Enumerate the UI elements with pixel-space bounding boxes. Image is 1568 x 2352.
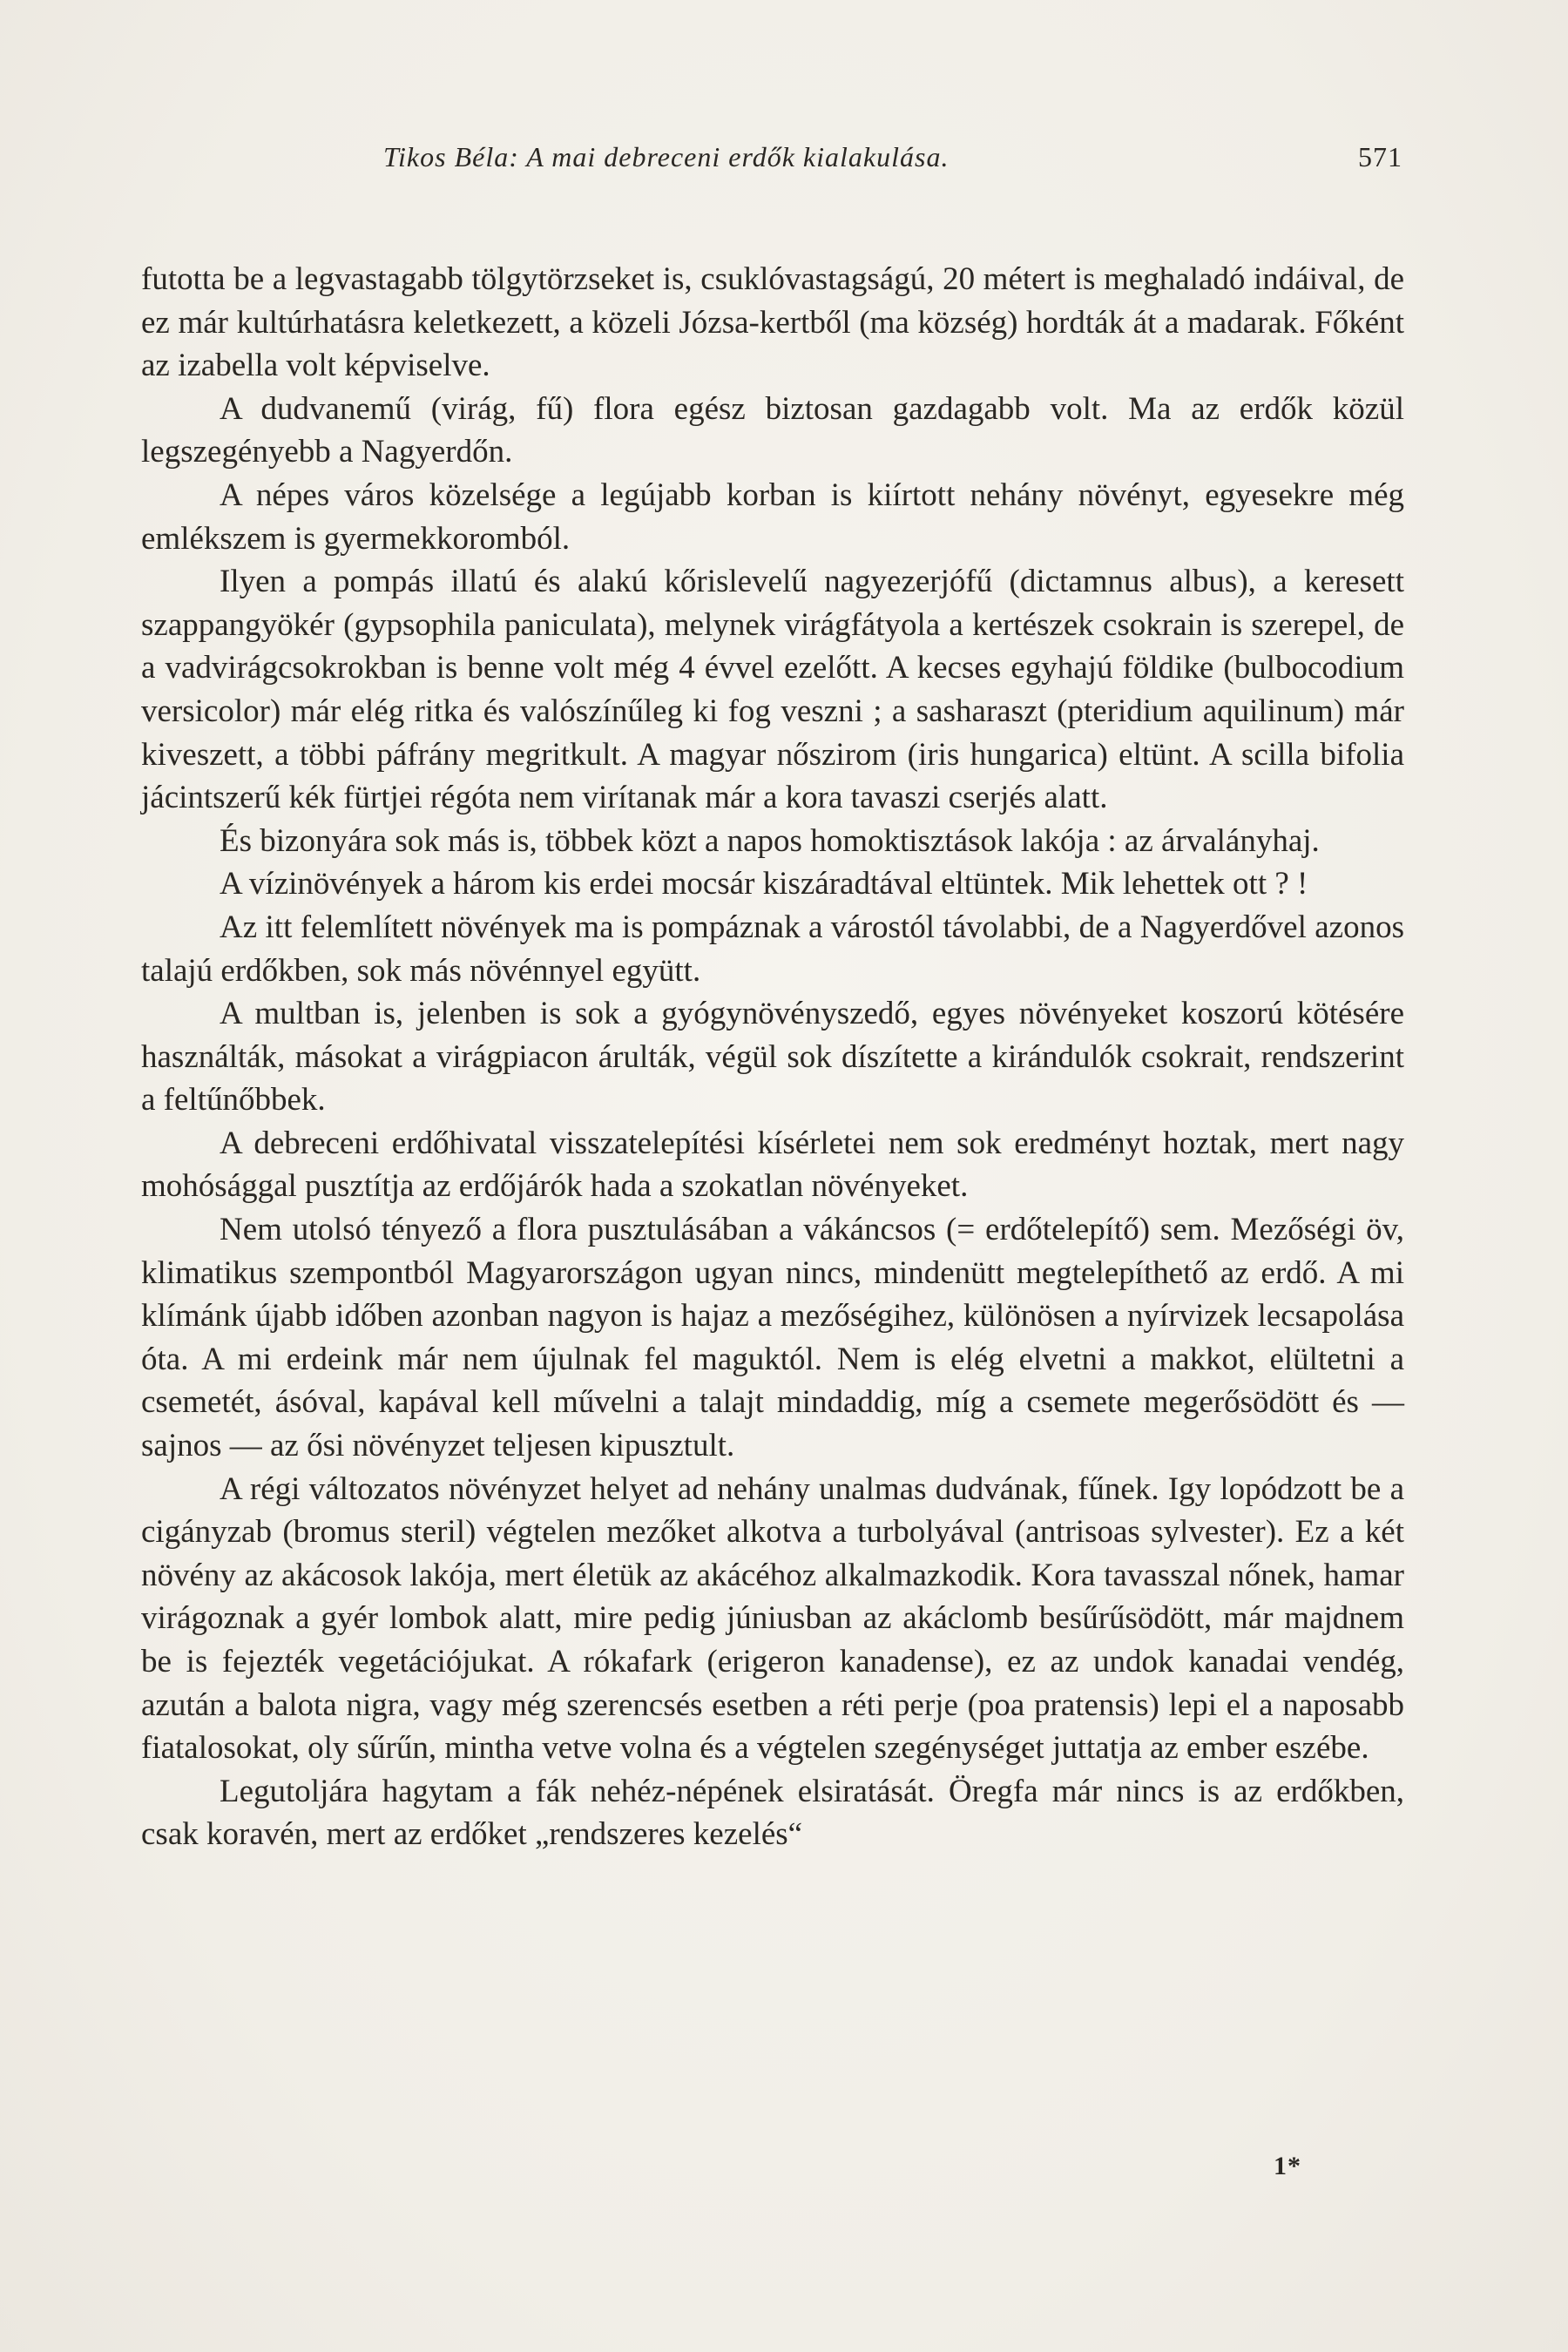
paragraph: A régi változatos növényzet helyet ad nehány unalmas dudvának, fűnek. Igy lopódzott be a cigányzab (bromus steril) végtelen mezőket alkotva a turbolyával (antrisoas sylvester). Ez a két növény az akácosok lakója, mert életük az akácéhoz alkalmazkodik. Kora tavasszal nőnek, hamar virágoznak a gyér lombok alatt, mire pedig júniusban az akáclomb besűrűsödött, már majdnem be is fejezték vegetációjukat. A rókafark (erigeron kanadense), ez az undok kanadai vendég, azután a balota nigra, vagy még szerencsés esetben a réti perje (poa pratensis) lepi el a naposabb fiatalosokat, oly sűrűn, mintha vetve volna és a végtelen szegénységet juttatja az ember eszébe. [141,1470,1404,1767]
paragraph: Ilyen a pompás illatú és alakú kőrislevelű nagyezerjófű (dictamnus albus), a keresett szappangyökér (gypsophila paniculata), melynek virágfátyola a kertészek csokrain is szerepel, de a vadvirágcsokrokban is benne volt még 4 évvel ezelőtt. A kecses egyhajú földike (bulbocodium versicolor) már elég ritka és valószínűleg ki fog veszni ; a sasharaszt (pteridium aquilinum) már kiveszett, a többi páfrány megritkult. A magyar nőszirom (iris hungarica) eltünt. A scilla bifolia jácintszerű kék fürtjei régóta nem virítanak már a kora tavaszi cserjés alatt. [141,564,1404,816]
running-title: Tikos Béla: A mai debreceni erdők kialakulása. [383,141,950,172]
paragraph: A vízinövények a három kis erdei mocsár kiszáradtával eltüntek. Mik lehettek ott ? ! [220,866,1308,902]
body-text [141,258,1404,1856]
paragraph: A népes város közelsége a legújabb korban is kiírtott nehány növényt, egyesekre még emlékszem is gyermekkoromból. [141,476,1404,557]
paragraph: futotta be a legvastagabb tölgytörzseket is, csuklóvastagságú, 20 métert is meghaladó indáival, de ez már kultúrhatásra keletkezett, a közeli Józsa-kertből (ma község) hordták át a madarak. Főként az izabella volt képviselve. [141,261,1404,384]
paragraph: A multban is, jelenben is sok a gyógynövényszedő, egyes növényeket koszorú kötésére használták, másokat a virágpiacon árulták, végül sok díszítette a kirándulók csokrait, rendszerint a feltűnőbbek. [141,996,1404,1119]
paragraph: És bizonyára sok más is, többek közt a napos homoktisztások lakója : az árvalányhaj. [220,822,1320,859]
paragraph: Legutoljára hagytam a fák nehéz-népének elsiratását. Öregfa már nincs is az erdőkben, csak koravén, mert az erdőket „rendszeres kezelés“ [141,1773,1404,1853]
paragraph: Az itt felemlített növények ma is pompáznak a várostól távolabbi, de a Nagyerdővel azonos talajú erdőkben, sok más növénnyel együtt. [141,909,1404,989]
page-number: 571 [1358,141,1402,172]
paragraph: A debreceni erdőhivatal visszatelepítési kísérletei nem sok eredményt hoztak, mert nagy mohósággal pusztítja az erdőjárók hada a szokatlan növényeket. [141,1125,1404,1205]
running-header [383,138,1402,176]
paragraph: A dudvanemű (virág, fű) flora egész biztosan gazdagabb volt. Ma az erdők közül legszegényebb a Nagyerdőn. [141,390,1404,470]
signature-mark: 1* [1274,2152,1301,2180]
paragraph: Nem utolsó tényező a flora pusztulásában a vákáncsos (= erdőtelepítő) sem. Mezőségi öv, klimatikus szempontból Magyarországon ugyan nincs, mindenütt megtelepíthető az erdő. A mi klímánk újabb időben azonban nagyon is hajaz a mezőségihez, különösen a nyírvizek lecsapolása óta. A mi erdeink már nem újulnak fel maguktól. Nem is elég elvetni a makkot, elültetni a csemetét, ásóval, kapával kell művelni a talajt mindaddig, míg a csemete megerősödött és — sajnos — az ősi növényzet teljesen kipusztult. [141,1212,1404,1464]
